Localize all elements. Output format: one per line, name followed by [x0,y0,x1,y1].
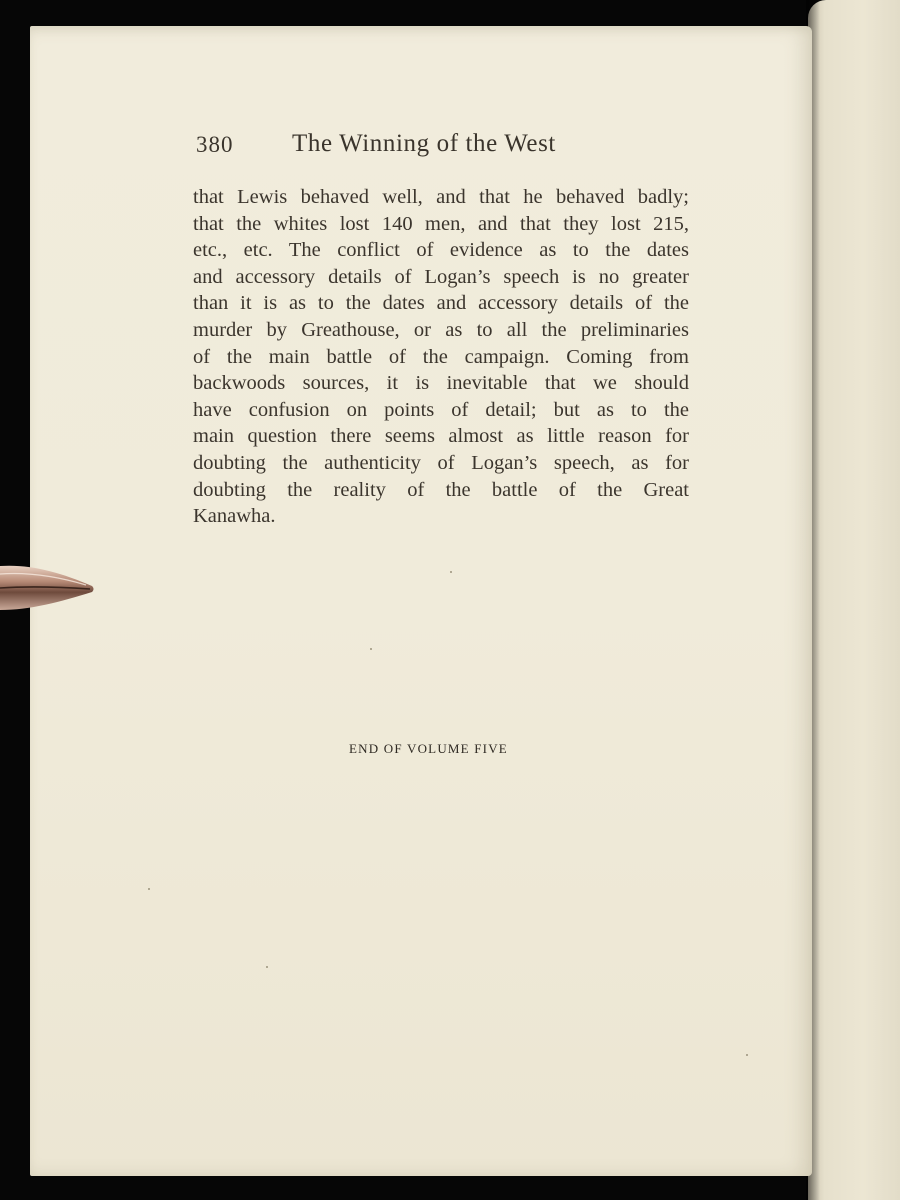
text-line: than it is as to the dates and accessory details of the [193,292,689,315]
paper-speck [746,1054,748,1056]
text-line: backwoods sources, it is inevitable that we should [193,372,689,395]
paper-speck [266,966,268,968]
text-line: doubting the authenticity of Logan’s speech, as for [193,451,689,474]
book-title: The Winning of the West [292,130,556,157]
text-line: and accessory details of Logan’s speech is no greater [193,265,689,288]
text-line: murder by Greathouse, or as to all the preliminaries [193,318,689,341]
text-line: Kanawha. [193,505,276,528]
facing-page-edge [808,0,900,1200]
text-line: have confusion on points of detail; but as to the [193,398,689,421]
body-paragraph [193,184,689,530]
text-line: etc., etc. The conflict of evidence as to the dates [193,239,689,262]
end-of-volume-note: END OF VOLUME FIVE [349,741,508,756]
page-number: 380 [196,132,234,157]
text-line: that the whites lost 140 men, and that they lost 215, [193,212,689,235]
pen-nib-pointer [0,562,96,612]
paper-speck [148,888,150,890]
text-line: of the main battle of the campaign. Coming from [193,345,689,368]
paper-speck [450,571,452,573]
text-line: main question there seems almost as little reason for [193,425,689,448]
paper-speck [370,648,372,650]
running-head [196,128,596,168]
text-line: doubting the reality of the battle of the Great [193,478,689,501]
text-line: that Lewis behaved well, and that he behaved badly; [193,186,689,208]
